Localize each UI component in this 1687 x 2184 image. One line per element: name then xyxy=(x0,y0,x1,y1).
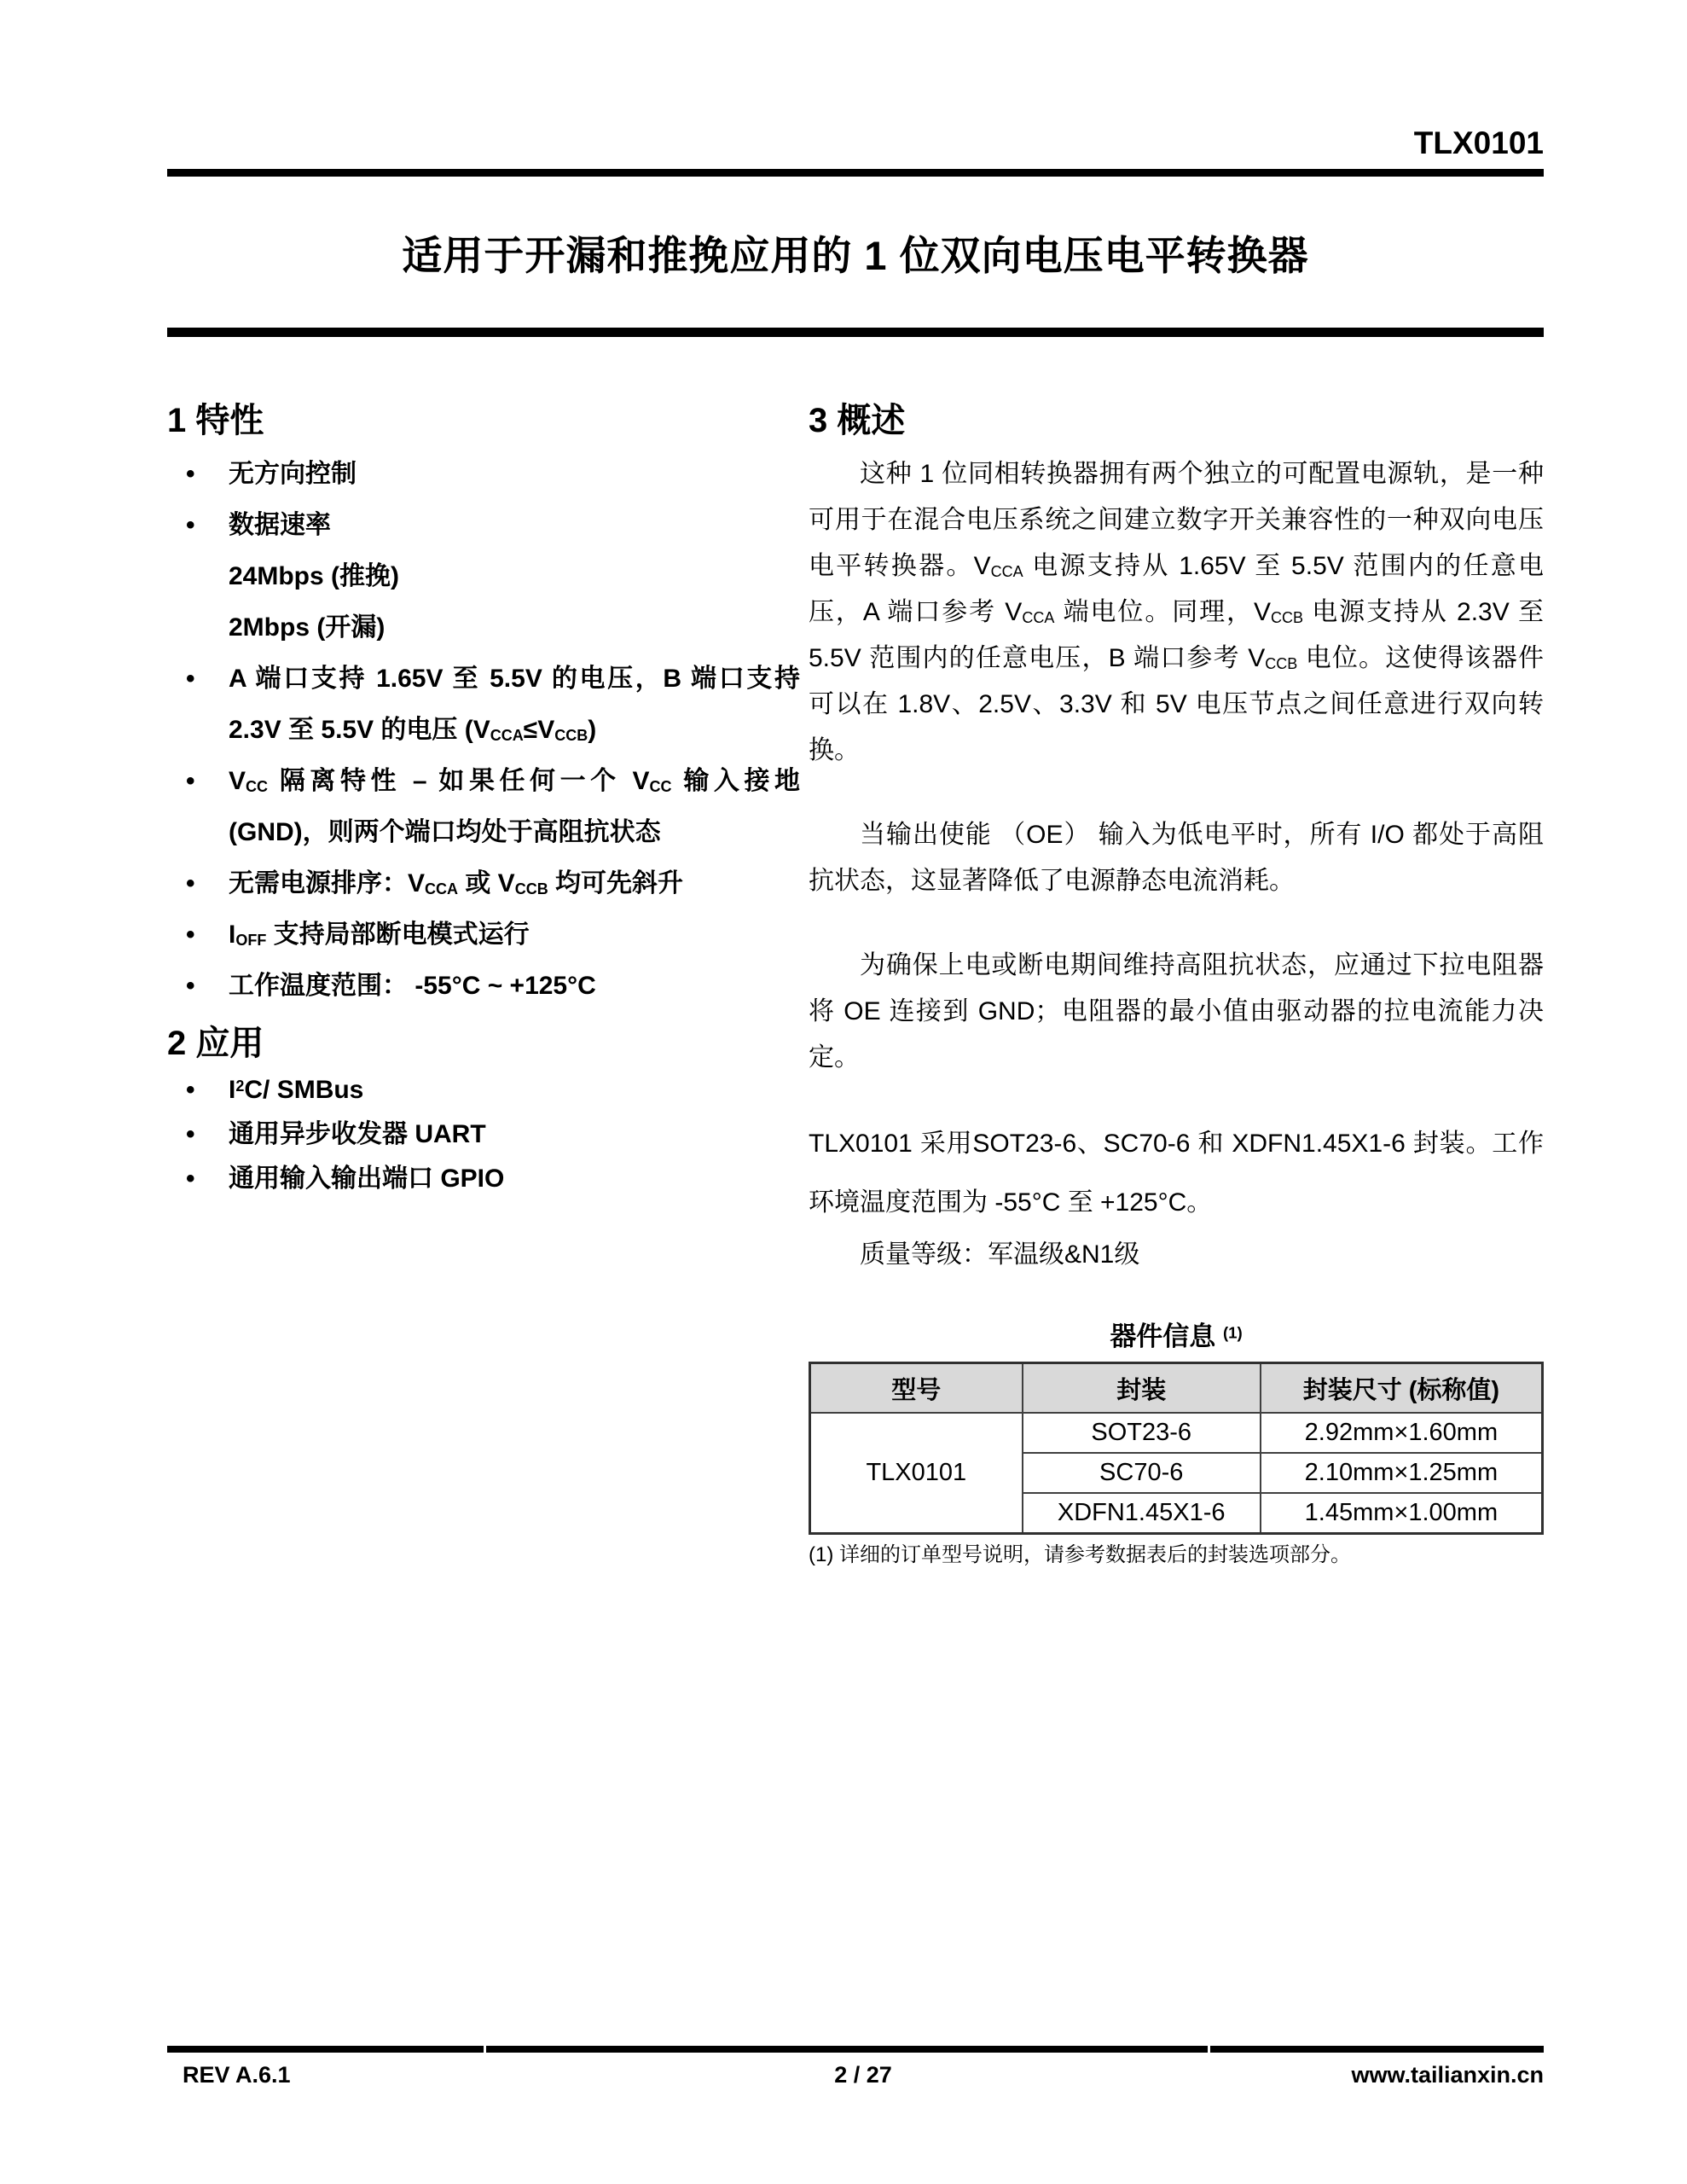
overview-paragraph-3: 为确保上电或断电期间维持高阻抗状态，应通过下拉电阻器将 OE 连接到 GND；电阻器的最小值由驱动器的拉电流能力决定。 xyxy=(809,951,1544,1072)
application-text: 通用输入输出端口 GPIO xyxy=(229,1165,505,1193)
footer-rule-segment xyxy=(1210,2046,1544,2053)
overview-paragraph-2: 当输出使能 （OE） 输入为低电平时，所有 I/O 都处于高阻抗状态，这显著降低了电源静态电流消耗。 xyxy=(809,821,1544,895)
left-column xyxy=(167,401,809,1201)
package-cell: SOT23-6 xyxy=(1023,1413,1261,1453)
bullet-icon: • xyxy=(186,1165,195,1193)
overview-paragraph-4: TLX0101 采用SOT23-6、SC70-6 和 XDFN1.45X1-6 封装。工作环境温度范围为 -55°C 至 +125°C。 xyxy=(809,1130,1544,1217)
device-info-table-title: 器件信息 $^{(1)}$ xyxy=(1110,1321,1243,1351)
col-header-model: 型号 xyxy=(810,1363,1023,1414)
application-item xyxy=(167,1157,809,1201)
page-title: 适用于开漏和推挽应用的 1 位双向电压电平转换器 xyxy=(402,233,1309,278)
device-info-table xyxy=(809,1362,1544,1535)
page-content xyxy=(167,0,1544,1569)
footer-revision: REV A.6.1 xyxy=(183,2062,291,2088)
footer-rule-segment xyxy=(167,2046,484,2053)
features-list xyxy=(167,449,809,1012)
size-cell: 1.45mm×1.00mm xyxy=(1261,1493,1543,1534)
feature-text: 无方向控制 xyxy=(229,460,357,488)
feature-item xyxy=(167,653,809,756)
feature-text: $V_{CC}$ 隔离特性 – 如果任何一个 $V_{CC}$ 输入接地 (GND)，则两个端口均处于高阻抗状态 xyxy=(229,767,800,846)
bullet-icon: • xyxy=(186,869,195,897)
doc-number: TLX0101 xyxy=(1413,125,1544,160)
feature-item xyxy=(167,961,809,1012)
feature-text: $I_{OFF}$ 支持局部断电模式运行 xyxy=(229,921,530,950)
size-cell: 2.92mm×1.60mm xyxy=(1261,1413,1543,1453)
feature-item xyxy=(167,909,809,961)
feature-subitem xyxy=(167,551,809,602)
table-row xyxy=(810,1413,1543,1453)
feature-text: 无需电源排序：$V_{CCA}$ 或 $V_{CCB}$ 均可先斜升 xyxy=(229,869,684,898)
bullet-icon: • xyxy=(186,972,195,1000)
feature-item xyxy=(167,858,809,909)
col-header-size: 封装尺寸 (标称值) xyxy=(1261,1363,1543,1414)
bullet-icon: • xyxy=(186,921,195,949)
feature-text: 2Mbps (开漏) xyxy=(229,613,386,642)
features-heading: 1 特性 xyxy=(167,402,264,439)
bullet-icon: • xyxy=(186,665,195,693)
package-cell: XDFN1.45X1-6 xyxy=(1023,1493,1261,1534)
footer-page-number: 2 / 27 xyxy=(834,2062,892,2088)
bullet-icon: • xyxy=(186,767,195,795)
page-footer xyxy=(167,2046,1544,2088)
col-header-package: 封装 xyxy=(1023,1363,1261,1414)
two-column-body xyxy=(167,401,1544,1569)
application-item xyxy=(167,1068,809,1112)
table-header-row xyxy=(810,1363,1543,1414)
footer-rule-segment xyxy=(486,2046,1208,2053)
bullet-icon: • xyxy=(186,460,195,488)
applications-list xyxy=(167,1068,809,1201)
table-footnote: (1) 详细的订单型号说明，请参考数据表后的封装选项部分。 xyxy=(809,1543,1351,1566)
bullet-icon: • xyxy=(186,1120,195,1148)
application-text: 通用异步收发器 UART xyxy=(229,1120,486,1148)
doc-header xyxy=(167,0,1544,160)
quality-grade-line: 质量等级：军温级&N1级 xyxy=(860,1240,1140,1269)
bullet-icon: • xyxy=(186,511,195,539)
right-column xyxy=(809,401,1544,1569)
feature-text: 24Mbps (推挽) xyxy=(229,562,400,590)
footer-row xyxy=(167,2061,1544,2088)
bullet-icon: • xyxy=(186,1076,195,1104)
footer-rule xyxy=(167,2046,1544,2053)
feature-item xyxy=(167,500,809,551)
application-text: $I^2C/$ SMBus xyxy=(229,1076,364,1104)
feature-text: A 端口支持 1.65V 至 5.5V 的电压，B 端口支持 2.3V 至 5.5V 的电压 $(V_{CCA}\le V_{CCB})$ xyxy=(229,665,800,745)
feature-item xyxy=(167,756,809,858)
feature-subitem xyxy=(167,602,809,653)
model-cell: TLX0101 xyxy=(810,1413,1023,1534)
overview-heading: 3 概述 xyxy=(809,402,906,439)
feature-item xyxy=(167,449,809,500)
footer-website: www.tailianxin.cn xyxy=(1351,2062,1544,2088)
package-cell: SC70-6 xyxy=(1023,1453,1261,1493)
feature-text: 工作温度范围： -55°C ~ +125°C xyxy=(229,972,596,1000)
overview-paragraph-1: 这种 1 位同相转换器拥有两个独立的可配置电源轨，是一种可用于在混合电压系统之间建立数字开关兼容性的一种双向电压电平转换器。$V_{CCA}$ 电源支持从 1.65V 至 5.5V 范围内的任意电压，A 端口参考 $V_{CCA}$ 端电位。同理，$V_{CCB}$ 电源支持从 2.3V 至 5.5V 范围内的任意电压，B 端口参考 $V_{CCB}$ 电位。这使得该器件可以在 1.8V、2.5V、3.3V 和 5V 电压节点之间任意进行双向转换。 xyxy=(809,460,1544,764)
feature-text: 数据速率 xyxy=(229,511,331,539)
size-cell: 2.10mm×1.25mm xyxy=(1261,1453,1543,1493)
title-rule xyxy=(167,328,1544,337)
applications-heading: 2 应用 xyxy=(167,1025,264,1062)
header-rule xyxy=(167,169,1544,177)
application-item xyxy=(167,1112,809,1157)
